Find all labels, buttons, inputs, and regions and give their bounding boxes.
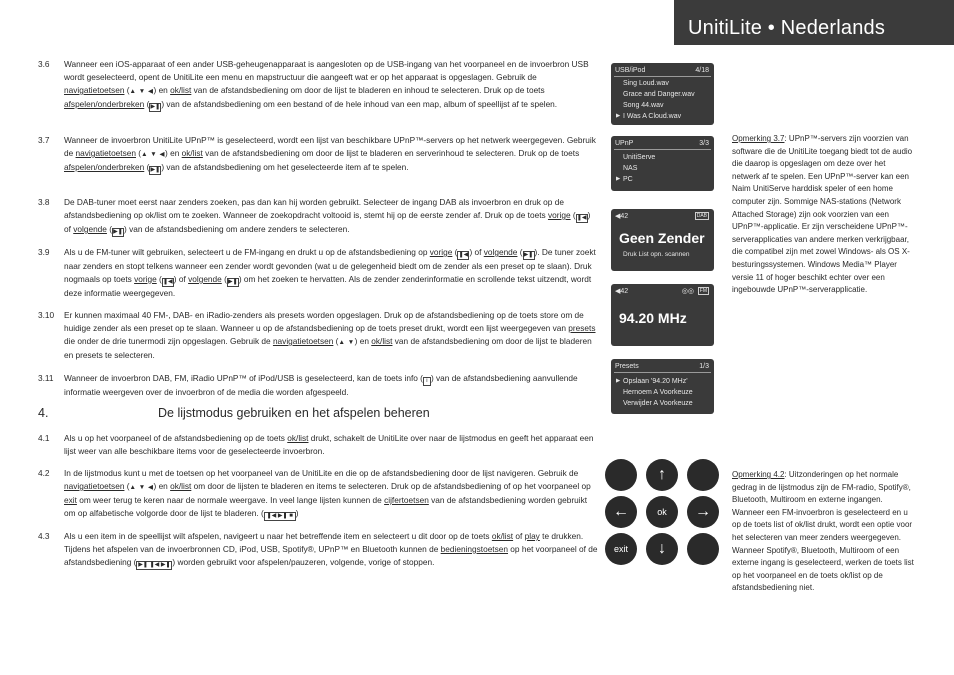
text-run: Wanneer de invoerbron UnitiLite UPnP™ is geselecteerd, wordt een lijst van beschikbare UPnP™-servers op het netwerk weergegeven. Gebruik de [64, 135, 596, 158]
left-arrow-icon: ← [605, 496, 637, 528]
paragraph-number: 4.3 [38, 531, 50, 541]
section-number: 4. [38, 406, 49, 420]
list-item-selected: I Was A Cloud.wav [623, 113, 682, 120]
selection-arrow-icon: ▶ [616, 113, 621, 119]
text-run: ) worden gebruikt voor afspelen/pauzeren, volgende, vorige of stoppen. [172, 557, 435, 567]
screen-header [615, 138, 709, 149]
note-label: Opmerking 4.2 [732, 470, 785, 479]
screen-counter: 1/3 [699, 363, 709, 370]
blank-button [687, 459, 719, 491]
text-run: ) of [173, 274, 189, 284]
page-title: UnitiLite • Nederlands [688, 17, 886, 39]
text-run: van de afstandsbediening om door de lijst te bladeren en presets te selecteren. [64, 336, 592, 360]
screen-header [615, 361, 709, 372]
list-item: NAS [623, 165, 638, 172]
text-run: ) [295, 508, 299, 518]
note-4-2 [732, 469, 914, 595]
key-name: afspelen/onderbreken [64, 162, 145, 172]
paragraph-number: 3.10 [38, 310, 55, 320]
paragraph-text [64, 372, 598, 399]
text-run: Wanneer een iOS-apparaat of een ander USB-geheugenapparaat is aangesloten op de USB-ingang van het voorpaneel en de invoerbron USB wordt geselecteerd, opent de UnitiLite een menu en mapstructuur die aangeeft wat er op het apparaat is opgeslagen. Gebruik de [64, 59, 589, 82]
text-run: van de afstandsbediening om door de lijst te bladeren en inhoud te selecteren. Druk op de toets [191, 85, 545, 95]
key-name: navigatietoetsen [75, 148, 136, 158]
paragraph-3-10 [38, 309, 598, 365]
paragraph-text [64, 309, 598, 362]
note-text: : UPnP™-servers zijn voorzien van software die de UnitiLite toegang biedt tot de audio die daarop is opgeslagen om deze over het netwerk af te spelen. Een UPnP™-server kan een Naim UnitiServe harddisk speler of een home computer zijn. Sommige NAS-stations (Network Attached Storage) zijn ook voorzien van een UPnP™-applicatie. Er zijn verscheidene UPnP™-serverapplicaties van andere merken verkrijgbaar, die compatibel zijn met zowel Windows- als OS X-besturingssystemen. Windows Media™ Player versie 11 of hoger beschikt echter over een ingebouwde UPnP™-serverapplicatie. [732, 134, 913, 295]
text-run: om door de lijsten te bladeren en items te selecteren. Druk op de afstandsbediening of op het voorpaneel op [191, 481, 591, 491]
key-name: volgende [188, 274, 222, 284]
paragraph-text [64, 196, 598, 237]
list-item: UnitiServe [623, 154, 656, 161]
text-run: om weer terug te keren naar de normale weergave. In veel lange lijsten kunnen de [76, 495, 385, 505]
key-name: volgende [73, 224, 107, 234]
dab-screen [611, 209, 714, 271]
paragraph-number: 4.2 [38, 468, 50, 478]
screen-counter: 4/18 [695, 67, 709, 74]
paragraph-number: 3.9 [38, 247, 50, 257]
volume-icon: ◀ [615, 288, 621, 295]
screen-header-label: UPnP [615, 140, 634, 147]
navigation-keys-icon: ▲ ▼ ◀ [129, 88, 154, 95]
text-run: De DAB-tuner moet eerst naar zenders zoeken, pas dan kan hij worden gebruikt. Selecteer de ingang DAB als invoerbron en druk op de afstandsbediening op ok/list om te zoeken. Wanneer de zoekopdracht voltooid is, stemt hij op de eerste zender af. Druk op de toets [64, 197, 564, 220]
key-name: ok/list [287, 433, 309, 443]
text-run: ) van de afstandsbediening om andere zenders te selecteren. [124, 224, 350, 234]
control-key-icon: ❚◀ [458, 252, 469, 258]
volume-level: 42 [620, 213, 629, 220]
paragraph-number: 4.1 [38, 433, 50, 443]
rds-icon: ◎◎ [681, 288, 694, 295]
key-name: navigatietoetsen [272, 336, 334, 346]
text-run: op het voorpaneel of de afstandsbediening ( [64, 544, 598, 567]
source-badge: FM [699, 288, 707, 294]
text-run: ) om het zoeken te hervatten. Als de zender zenderinformatie en scrollende tekst uitzendt, wordt deze informatie weergegeven. [64, 274, 592, 298]
fm-screen [611, 284, 714, 346]
selection-arrow-icon: ▶ [616, 176, 621, 182]
navigation-keys-icon: ▲ ▼ [338, 339, 355, 346]
navigation-keys-icon: ▲ ▼ ◀ [129, 484, 154, 491]
text-run: ) en [153, 85, 171, 95]
paragraph-4-1 [38, 432, 598, 460]
text-run: ( [517, 247, 523, 257]
paragraph-text [64, 530, 598, 570]
paragraph-3-6 [38, 58, 598, 124]
frequency-display: 94.20 MHz [619, 310, 687, 326]
key-name: vorige [134, 274, 157, 284]
control-key-icon: ❚◀ ▶❚ ■ [264, 512, 296, 521]
screen-counter: 3/3 [699, 140, 709, 147]
control-key-icon: i [423, 377, 431, 386]
text-run: of [513, 531, 525, 541]
down-arrow-icon: ↓ [646, 533, 678, 565]
selection-arrow-icon: ▶ [616, 378, 621, 384]
note-text: : Uitzonderingen op het normale gedrag in de lijstmodus zijn de FM-radio, Spotify®, Bluetooth, Multiroom en externe ingangen. Wanneer een FM-invoerbron is geselecteerd en u op de toets list of ok/list drukt, wordt een optie voor het selecteren van meer zenders weergegeven. Wanneer Spotify®, Bluetooth, Multiroom of een externe ingang is geselecteerd, werken de toets list op het voorpaneel en de toets ok/list op de afstandsbediening niet. [732, 470, 914, 593]
text-run: ) van de afstandsbediening om het geselecteerde item af te spelen. [161, 162, 409, 172]
presets-screen [611, 359, 714, 414]
volume-icon: ◀ [615, 213, 621, 220]
list-item: Hernoem A Voorkeuze [623, 389, 693, 396]
key-name: play [524, 531, 540, 541]
text-run: van de afstandsbediening worden gebruikt om op alfabetische volgorde door de lijst te bladeren. ( [64, 495, 588, 518]
screen-divider [614, 372, 711, 373]
screen-header-label: USB/iPod [615, 67, 646, 74]
blank-button [687, 533, 719, 565]
text-run: Als u op het voorpaneel of de afstandsbediening op de toets [64, 433, 288, 443]
control-key-icon: ▶❚ [523, 252, 534, 258]
text-run: ) en [153, 481, 171, 491]
section-title: De lijstmodus gebruiken en het afspelen beheren [158, 406, 430, 420]
text-run: Wanneer de invoerbron DAB, FM, iRadio UPnP™ of iPod/USB is geselecteerd, kan de toets info ( [64, 373, 423, 383]
text-run: In de lijstmodus kunt u met de toetsen op het voorpaneel van de UnitiLite en die op de afstandsbediening door de lijst navigeren. Gebruik de [64, 468, 579, 478]
control-key-icon: ▶❚ [150, 167, 161, 173]
list-item-selected: Opslaan '94.20 MHz' [623, 378, 688, 385]
text-run: ( [144, 99, 150, 109]
control-key-icon: ▶❚ [150, 104, 161, 110]
key-name: navigatietoetsen [64, 85, 125, 95]
control-key-icon: ▶❚ ❚◀ ▶❚ [138, 562, 171, 568]
control-key-icon: ▶❚ [113, 229, 123, 235]
list-item: Grace and Danger.wav [623, 91, 695, 98]
key-name: volgende [483, 247, 518, 257]
list-item-selected: PC [623, 176, 633, 183]
header-bar [674, 0, 954, 45]
text-run: ( [452, 247, 458, 257]
station-subtext: Druk List opn. scannen [623, 251, 690, 258]
paragraph-3-9 [38, 246, 598, 302]
screen-divider [614, 76, 711, 77]
remote-keypad [603, 457, 721, 567]
paragraph-number: 3.6 [38, 59, 50, 69]
upnp-screen [611, 136, 714, 191]
volume-level: 42 [620, 288, 629, 295]
text-run: ( [124, 481, 130, 491]
list-item: Verwijder A Voorkeuze [623, 400, 693, 407]
text-run: drukt, schakelt de UnitiLite over naar de lijstmodus en geeft het apparaat een lijst weer van alle beschikbare items voor de geselecteerde invoerbron. [64, 433, 594, 456]
key-name: ok/list [371, 336, 393, 346]
text-run: ) van de afstandsbediening aanvullende informatie weergeven over de invoerbron of de media die worden afgespeeld. [64, 373, 578, 397]
text-run: die onder de drie tunermodi zijn opgeslagen. Gebruik de [64, 336, 273, 346]
key-name: ok/list [170, 481, 192, 491]
key-name: afspelen/onderbreken [64, 99, 145, 109]
paragraph-4-2 [38, 467, 598, 523]
control-key-icon: ▶❚ [228, 279, 238, 285]
key-name: ok/list [181, 148, 203, 158]
text-run: ( [221, 274, 227, 284]
key-name: ok/list [170, 85, 192, 95]
usb-ipod-screen [611, 63, 714, 125]
text-run: ( [124, 85, 130, 95]
text-run: ( [156, 274, 162, 284]
source-badge: DAB [696, 213, 707, 219]
screen-header [615, 286, 709, 297]
text-run: ( [106, 224, 112, 234]
list-item: Song 44.wav [623, 102, 664, 109]
right-arrow-icon: → [687, 496, 719, 528]
paragraph-3-11 [38, 372, 598, 400]
paragraph-3-8 [38, 196, 598, 238]
up-arrow-icon: ↑ [646, 459, 678, 491]
key-name: bedieningstoetsen [440, 544, 508, 554]
text-run: van de afstandsbediening om door de lijst te bladeren en serverinhoud te selecteren. Druk op de toets [202, 148, 580, 158]
paragraph-number: 3.8 [38, 197, 50, 207]
text-run: ( [135, 148, 142, 158]
list-item: Sing Loud.wav [623, 80, 669, 87]
text-run: Als u de FM-tuner wilt gebruiken, selecteert u de FM-ingang en drukt u op de afstandsbediening op [64, 247, 430, 257]
paragraph-text [64, 432, 598, 458]
text-run: ). De tuner zoekt naar zenders en stopt telkens wanneer een zender wordt gevonden (wat u de gelegenheid biedt om de zender als een preset op te slaan). Druk nogmaals op toets [64, 247, 596, 284]
note-3-7 [732, 133, 914, 297]
control-key-icon: ❚◀ [576, 215, 587, 221]
key-name: cijfertoetsen [384, 495, 429, 505]
text-run: ) van de afstandsbediening om een bestand of de hele inhoud van een map, album of speellijst af te spelen. [161, 99, 558, 109]
screen-header-label: Presets [615, 363, 639, 370]
navigation-keys-icon: ▲ ▼ ◀ [141, 151, 166, 158]
control-key-icon: ❚◀ [162, 279, 173, 285]
text-run: ( [570, 210, 576, 220]
paragraph-text [64, 134, 598, 175]
note-label: Opmerking 3.7 [732, 134, 785, 143]
text-run: ) of [64, 210, 591, 234]
text-run: ) en [165, 148, 182, 158]
key-name: vorige [429, 247, 453, 257]
paragraph-number: 3.7 [38, 135, 50, 145]
exit-button: exit [605, 533, 637, 565]
text-run: ( [333, 336, 339, 346]
key-name: ok/list [491, 531, 514, 541]
text-run: ) of [469, 247, 484, 257]
paragraph-text [64, 246, 598, 300]
key-name: presets [568, 323, 596, 333]
key-name: navigatietoetsen [64, 481, 125, 491]
text-run: Er kunnen maximaal 40 FM-, DAB- en iRadio-zenders als presets worden opgeslagen. Druk op de afstandsbediening op de toets store om de huidige zender als een preset op te slaan. Wanneer u op de afstandsbediening op de toets preset drukt, wordt een lijst weergegeven van [64, 310, 584, 333]
key-name: exit [64, 495, 77, 505]
paragraph-text [64, 58, 598, 112]
key-name: vorige [547, 210, 571, 220]
blank-button [605, 459, 637, 491]
screen-header [615, 65, 709, 76]
paragraph-number: 3.11 [38, 373, 54, 383]
paragraph-4-3 [38, 530, 598, 586]
text-run: ( [144, 162, 150, 172]
text-run: Als u een item in de speellijst wilt afspelen, navigeert u naar het betreffende item en selecteert u dit door op de toets [64, 531, 492, 541]
station-name: Geen Zender [619, 230, 705, 246]
text-run: ) en [354, 336, 372, 346]
screen-divider [614, 149, 711, 150]
paragraph-3-7 [38, 134, 598, 188]
text-run: te drukken. Tijdens het afspelen van de invoerbronnen CD, iPod, USB, Spotify®, UPnP™ en Bluetooth kunnen de [64, 531, 584, 554]
ok-button: ok [646, 496, 678, 528]
paragraph-text [64, 467, 598, 521]
